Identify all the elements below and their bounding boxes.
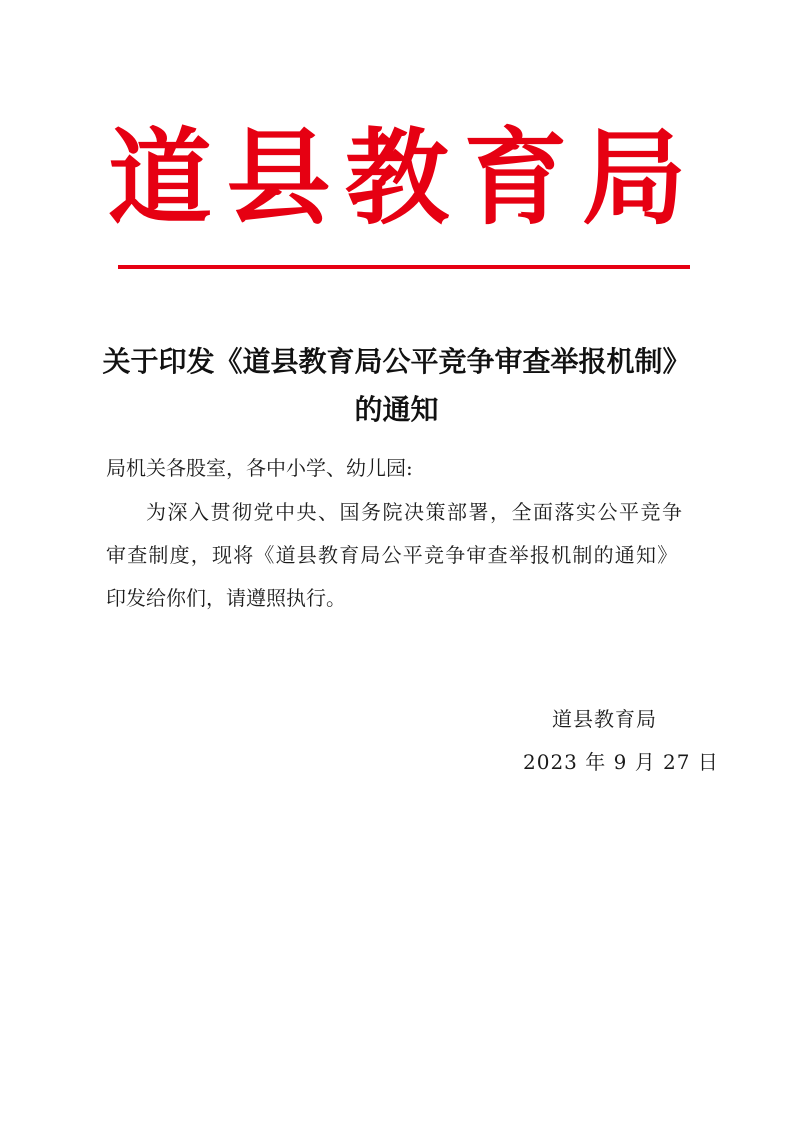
document-title-line-1: 关于印发《道县教育局公平竞争审查举报机制》 bbox=[102, 345, 691, 378]
masthead-char: 县 bbox=[226, 117, 331, 239]
body-paragraph-line-2: 审查制度，现将《道县教育局公平竞争审查举报机制的通知》 bbox=[106, 543, 679, 567]
signature-organization: 道县教育局 bbox=[552, 707, 657, 731]
body-paragraph-line-1: 为深入贯彻党中央、国务院决策部署，全面落实公平竞争 bbox=[146, 500, 684, 524]
document-title-line-2: 的通知 bbox=[354, 393, 439, 426]
masthead-char: 道 bbox=[107, 117, 212, 239]
salutation: 局机关各股室，各中小学、幼儿园: bbox=[106, 456, 413, 480]
body-paragraph-line-3: 印发给你们，请遵照执行。 bbox=[106, 586, 346, 610]
masthead bbox=[104, 118, 690, 238]
signature-date: 2023 年 9 月 27 日 bbox=[523, 750, 719, 774]
masthead-char: 育 bbox=[463, 117, 568, 239]
masthead-char: 教 bbox=[344, 117, 449, 239]
red-divider bbox=[118, 265, 690, 269]
masthead-char: 局 bbox=[581, 117, 686, 239]
